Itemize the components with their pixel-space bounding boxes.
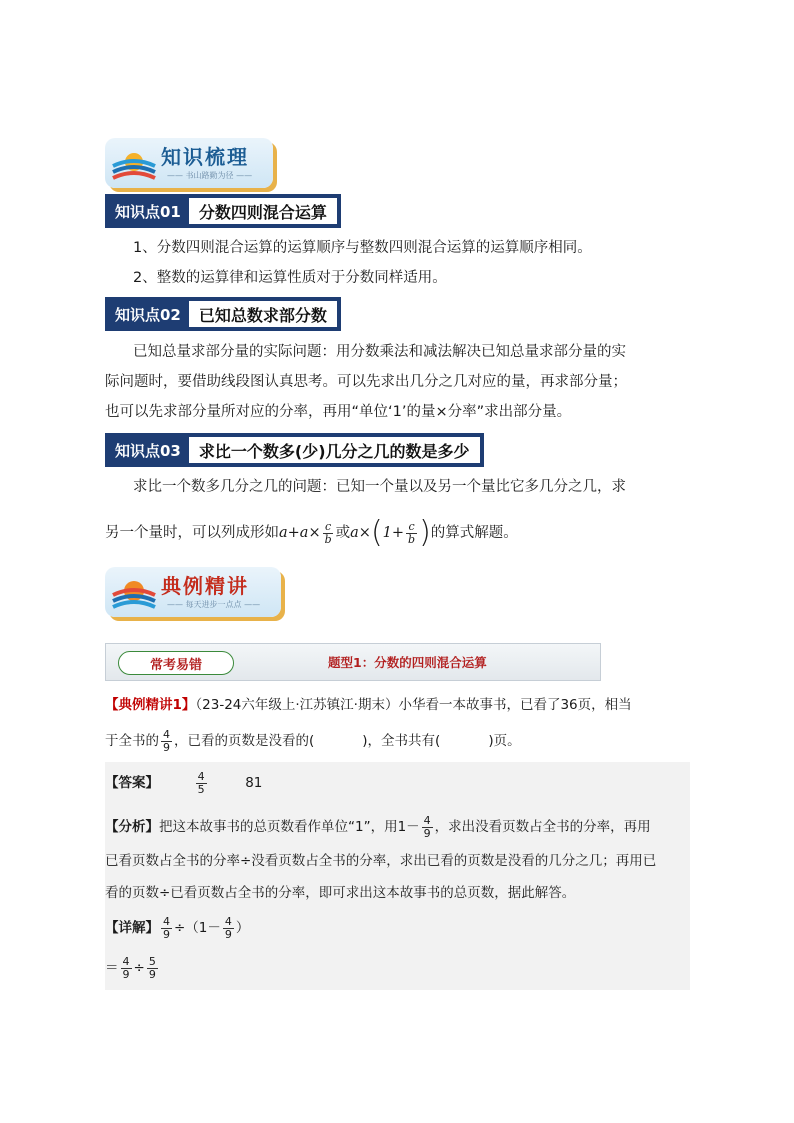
fraction: $\frac{4}{9}$	[163, 727, 170, 754]
kp-label: 知识点03	[115, 441, 181, 460]
detail-tag: 【详解】	[105, 920, 159, 936]
example-text: （23-24六年级上·江苏镇江·期末）小华看一本故事书，已看了36页，相当	[195, 697, 632, 713]
kp2-line-2: 际问题时，要借助线段图认真思考。可以先求出几分之几对应的量，再求部分量；	[105, 374, 627, 390]
analysis-line-1	[105, 812, 651, 842]
examples-banner	[105, 567, 281, 617]
example-tag: 【典例精讲1】	[105, 697, 196, 713]
kp3-text: 另一个量时，可以列成形如	[105, 525, 279, 541]
knowledge-point-1-header	[105, 194, 341, 228]
open-book-icon	[111, 144, 157, 182]
kp1-line-2: 2、整数的运算律和运算性质对于分数同样适用。	[133, 270, 447, 286]
answer-line	[105, 768, 262, 798]
kp3-line-1: 求比一个数多几分之几的问题：已知一个量以及另一个量比它多几分之几，求	[133, 479, 626, 495]
kp3-text: 或	[335, 525, 351, 541]
knowledge-point-3-header	[105, 433, 484, 467]
formula-1: a+a×	[279, 525, 321, 541]
kp3-text: 的算式解题。	[430, 525, 518, 541]
fraction: $\frac{c}{b}$	[408, 519, 416, 546]
example-line-1	[105, 690, 632, 720]
detail-text: ）	[235, 920, 250, 936]
fraction: $\frac{4}{9}$	[224, 914, 232, 941]
fraction: $\frac{5}{9}$	[148, 954, 156, 981]
analysis-text: ，求出没看页数占全书的分率，再用	[434, 819, 651, 835]
kp1-line-1: 1、分数四则混合运算的运算顺序与整数四则混合运算的运算顺序相同。	[133, 240, 592, 256]
detail-text: ÷（1－	[174, 920, 221, 936]
banner-title: 典例精讲	[161, 574, 249, 598]
knowledge-point-2-header	[105, 297, 341, 331]
analysis-tag: 【分析】	[105, 819, 159, 835]
banner-subtitle: —— 每天进步一点点 ——	[167, 600, 261, 609]
analysis-line-2: 已看页数占全书的分率÷没看页数占全书的分率，求出已看的页数是没看的几分之几；再用已	[105, 853, 657, 869]
example-text: ，已看的页数是没看的(	[174, 733, 315, 749]
kp2-line-3: 也可以先求部分量所对应的分率，再用“单位‘1’的量×分率”求出部分量。	[105, 404, 572, 420]
sunrise-book-icon	[111, 573, 157, 611]
kp-title: 分数四则混合运算	[189, 198, 337, 224]
formula-2: a×	[350, 525, 371, 541]
detail-text: ＝	[105, 960, 119, 976]
common-errors-pill: 常考易错	[118, 651, 234, 675]
question-type-title: 题型1：分数的四则混合运算	[328, 655, 487, 670]
answer-fraction: $\frac{4}{5}$	[197, 769, 205, 796]
fraction: $\frac{4}{9}$	[122, 954, 130, 981]
kp2-line-1: 已知总量求部分量的实际问题：用分数乘法和减法解决已知总量求部分量的实	[133, 344, 626, 360]
detail-line-1	[105, 913, 249, 943]
banner-title: 知识梳理	[161, 145, 249, 169]
example-line-2	[105, 726, 521, 756]
example-text: 于全书的	[105, 733, 159, 749]
detail-text: ÷	[133, 960, 145, 976]
kp3-line-2: 另一个量时，可以列成形如a+a× $\frac{c}{b}$ 或a×(1+ $\frac{c}{b}$ )的算式解题。	[105, 515, 518, 550]
fraction: $\frac{4}{9}$	[423, 813, 431, 840]
example-text: )页。	[488, 733, 521, 749]
kp-label: 知识点02	[115, 305, 181, 324]
banner-subtitle: —— 书山路勤为径 ——	[167, 171, 253, 180]
question-type-bar	[105, 643, 601, 681]
formula-2-inner: 1+	[382, 525, 405, 541]
kp-label: 知识点01	[115, 202, 181, 221]
knowledge-banner	[105, 138, 273, 188]
kp-title: 求比一个数多(少)几分之几的数是多少	[189, 437, 480, 463]
analysis-line-3: 看的页数÷已看页数占全书的分率，即可求出这本故事书的总页数，据此解答。	[105, 885, 576, 901]
kp-title: 已知总数求部分数	[189, 301, 337, 327]
fraction: $\frac{4}{9}$	[163, 914, 170, 941]
fraction: $\frac{c}{b}$	[324, 519, 332, 546]
answer-tag: 【答案】	[105, 775, 159, 791]
detail-line-2	[105, 953, 160, 983]
answer-value-2: 81	[245, 775, 263, 791]
analysis-text: 把这本故事书的总页数看作单位“1”，用1－	[159, 819, 420, 835]
example-text: )，全书共有(	[362, 733, 441, 749]
